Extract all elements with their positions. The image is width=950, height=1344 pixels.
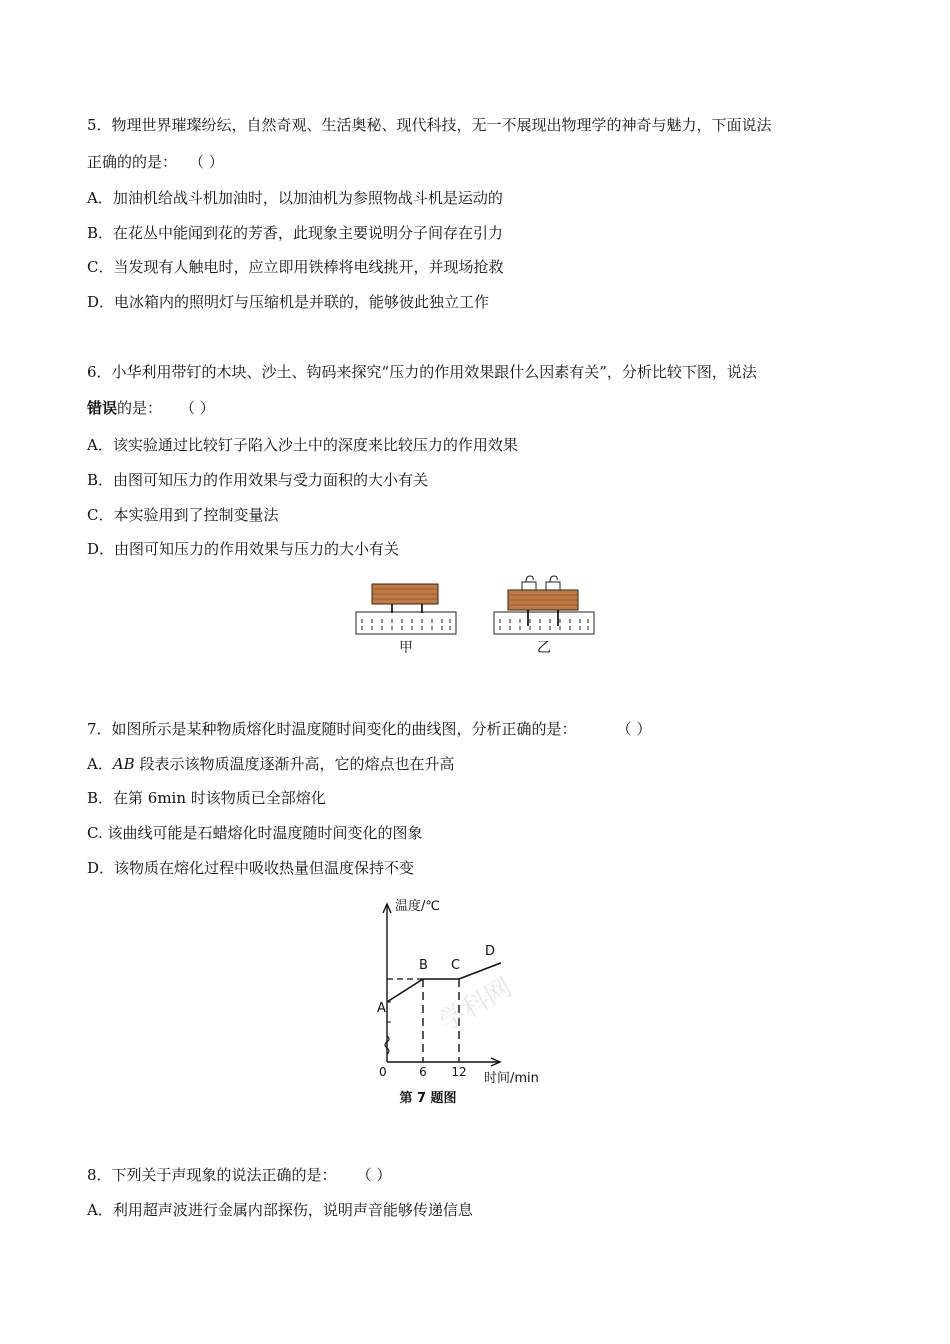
q7-option-a-prefix: A．: [87, 755, 113, 773]
q5-stem-line2: [87, 151, 224, 173]
sand-box-yi: [494, 612, 594, 634]
sand-box-jia: [356, 612, 456, 634]
figure-yi: [494, 576, 594, 656]
q8-option-a: A．利用超声波进行金属内部探伤，说明声音能够传递信息: [87, 1201, 473, 1219]
q5-option-b: B．在花丛中能闻到花的芳香，此现象主要说明分子间存在引力: [87, 224, 504, 242]
q6-option-b: B．由图可知压力的作用效果与受力面积的大小有关: [87, 471, 429, 489]
q7-option-a-rest: 段表示该物质温度逐渐升高，它的熔点也在升高: [134, 755, 455, 773]
q8-answer-paren: （ ）: [356, 1166, 392, 1184]
hook-weights: [522, 576, 560, 590]
q5-answer-paren: （ ）: [189, 153, 224, 171]
q7-answer-paren: （ ）: [616, 720, 652, 738]
q5-stem-text: 正确的的是：: [87, 153, 178, 171]
q7-option-c: C. 该曲线可能是石蜡熔化时温度随时间变化的图象: [87, 824, 423, 842]
q6-stem-line2: [87, 397, 215, 419]
point-label-d: D: [485, 943, 496, 959]
q7-option-d: D．该物质在熔化过程中吸收热量但温度保持不变: [87, 859, 415, 877]
q6-option-d: D．由图可知压力的作用效果与压力的大小有关: [87, 540, 400, 558]
point-label-a: A: [377, 1001, 386, 1016]
q8-stem-text: 8．下列关于声现象的说法正确的是：: [87, 1166, 337, 1184]
point-label-c: C: [451, 958, 461, 973]
q7-stem-text: 7．如图所示是某种物质熔化时温度随时间变化的曲线图，分析正确的是：: [87, 720, 577, 738]
figure-jia: [356, 584, 456, 656]
q7-option-b: B．在第 6min 时该物质已全部熔化: [87, 789, 326, 807]
point-label-b: B: [419, 958, 428, 973]
x-tick-label-12: 12: [451, 1065, 467, 1079]
q6-answer-paren: （ ）: [180, 399, 215, 417]
q6-option-a: A．该实验通过比较钉子陷入沙土中的深度来比较压力的作用效果: [87, 436, 518, 454]
q6-stem-text: 的是：: [117, 399, 163, 417]
q6-option-c: C．本实验用到了控制变量法: [87, 506, 279, 524]
q5-option-a: A．加油机给战斗机加油时，以加油机为参照物战斗机是运动的: [87, 189, 503, 207]
q5-option-c: C．当发现有人触电时，应立即用铁棒将电线挑开，并现场抢救: [87, 258, 504, 276]
q8-stem: [87, 1164, 391, 1186]
label-jia: 甲: [399, 640, 413, 656]
x-tick-label-6: 6: [419, 1065, 427, 1079]
label-yi: 乙: [537, 640, 551, 656]
chart-origin-label: 0: [379, 1065, 387, 1079]
q6-figure: [350, 566, 600, 658]
q6-stem-line1: 6．小华利用带钉的木块、沙土、钩码来探究“压力的作用效果跟什么因素有关”，分析比较下图，说法: [87, 363, 757, 381]
q7-option-a: [87, 753, 454, 775]
q6-emphasis: 错误: [87, 399, 118, 417]
q7-option-a-italic: AB: [112, 755, 135, 773]
chart-watermark: 学科网: [434, 972, 518, 1038]
q7-melting-chart: [350, 892, 600, 1112]
chart-y-label: 温度/℃: [395, 899, 440, 914]
q5-stem-line1: 5．物理世界璀璨纷纭，自然奇观、生活奥秘、现代科技，无一不展现出物理学的神奇与魅力，下面说法: [87, 116, 772, 134]
chart-x-label: 时间/min: [484, 1071, 539, 1086]
chart-caption: 第 7 题图: [399, 1091, 457, 1106]
q5-option-d: D．电冰箱内的照明灯与压缩机是并联的，能够彼此独立工作: [87, 293, 490, 311]
q7-stem: [87, 718, 651, 740]
